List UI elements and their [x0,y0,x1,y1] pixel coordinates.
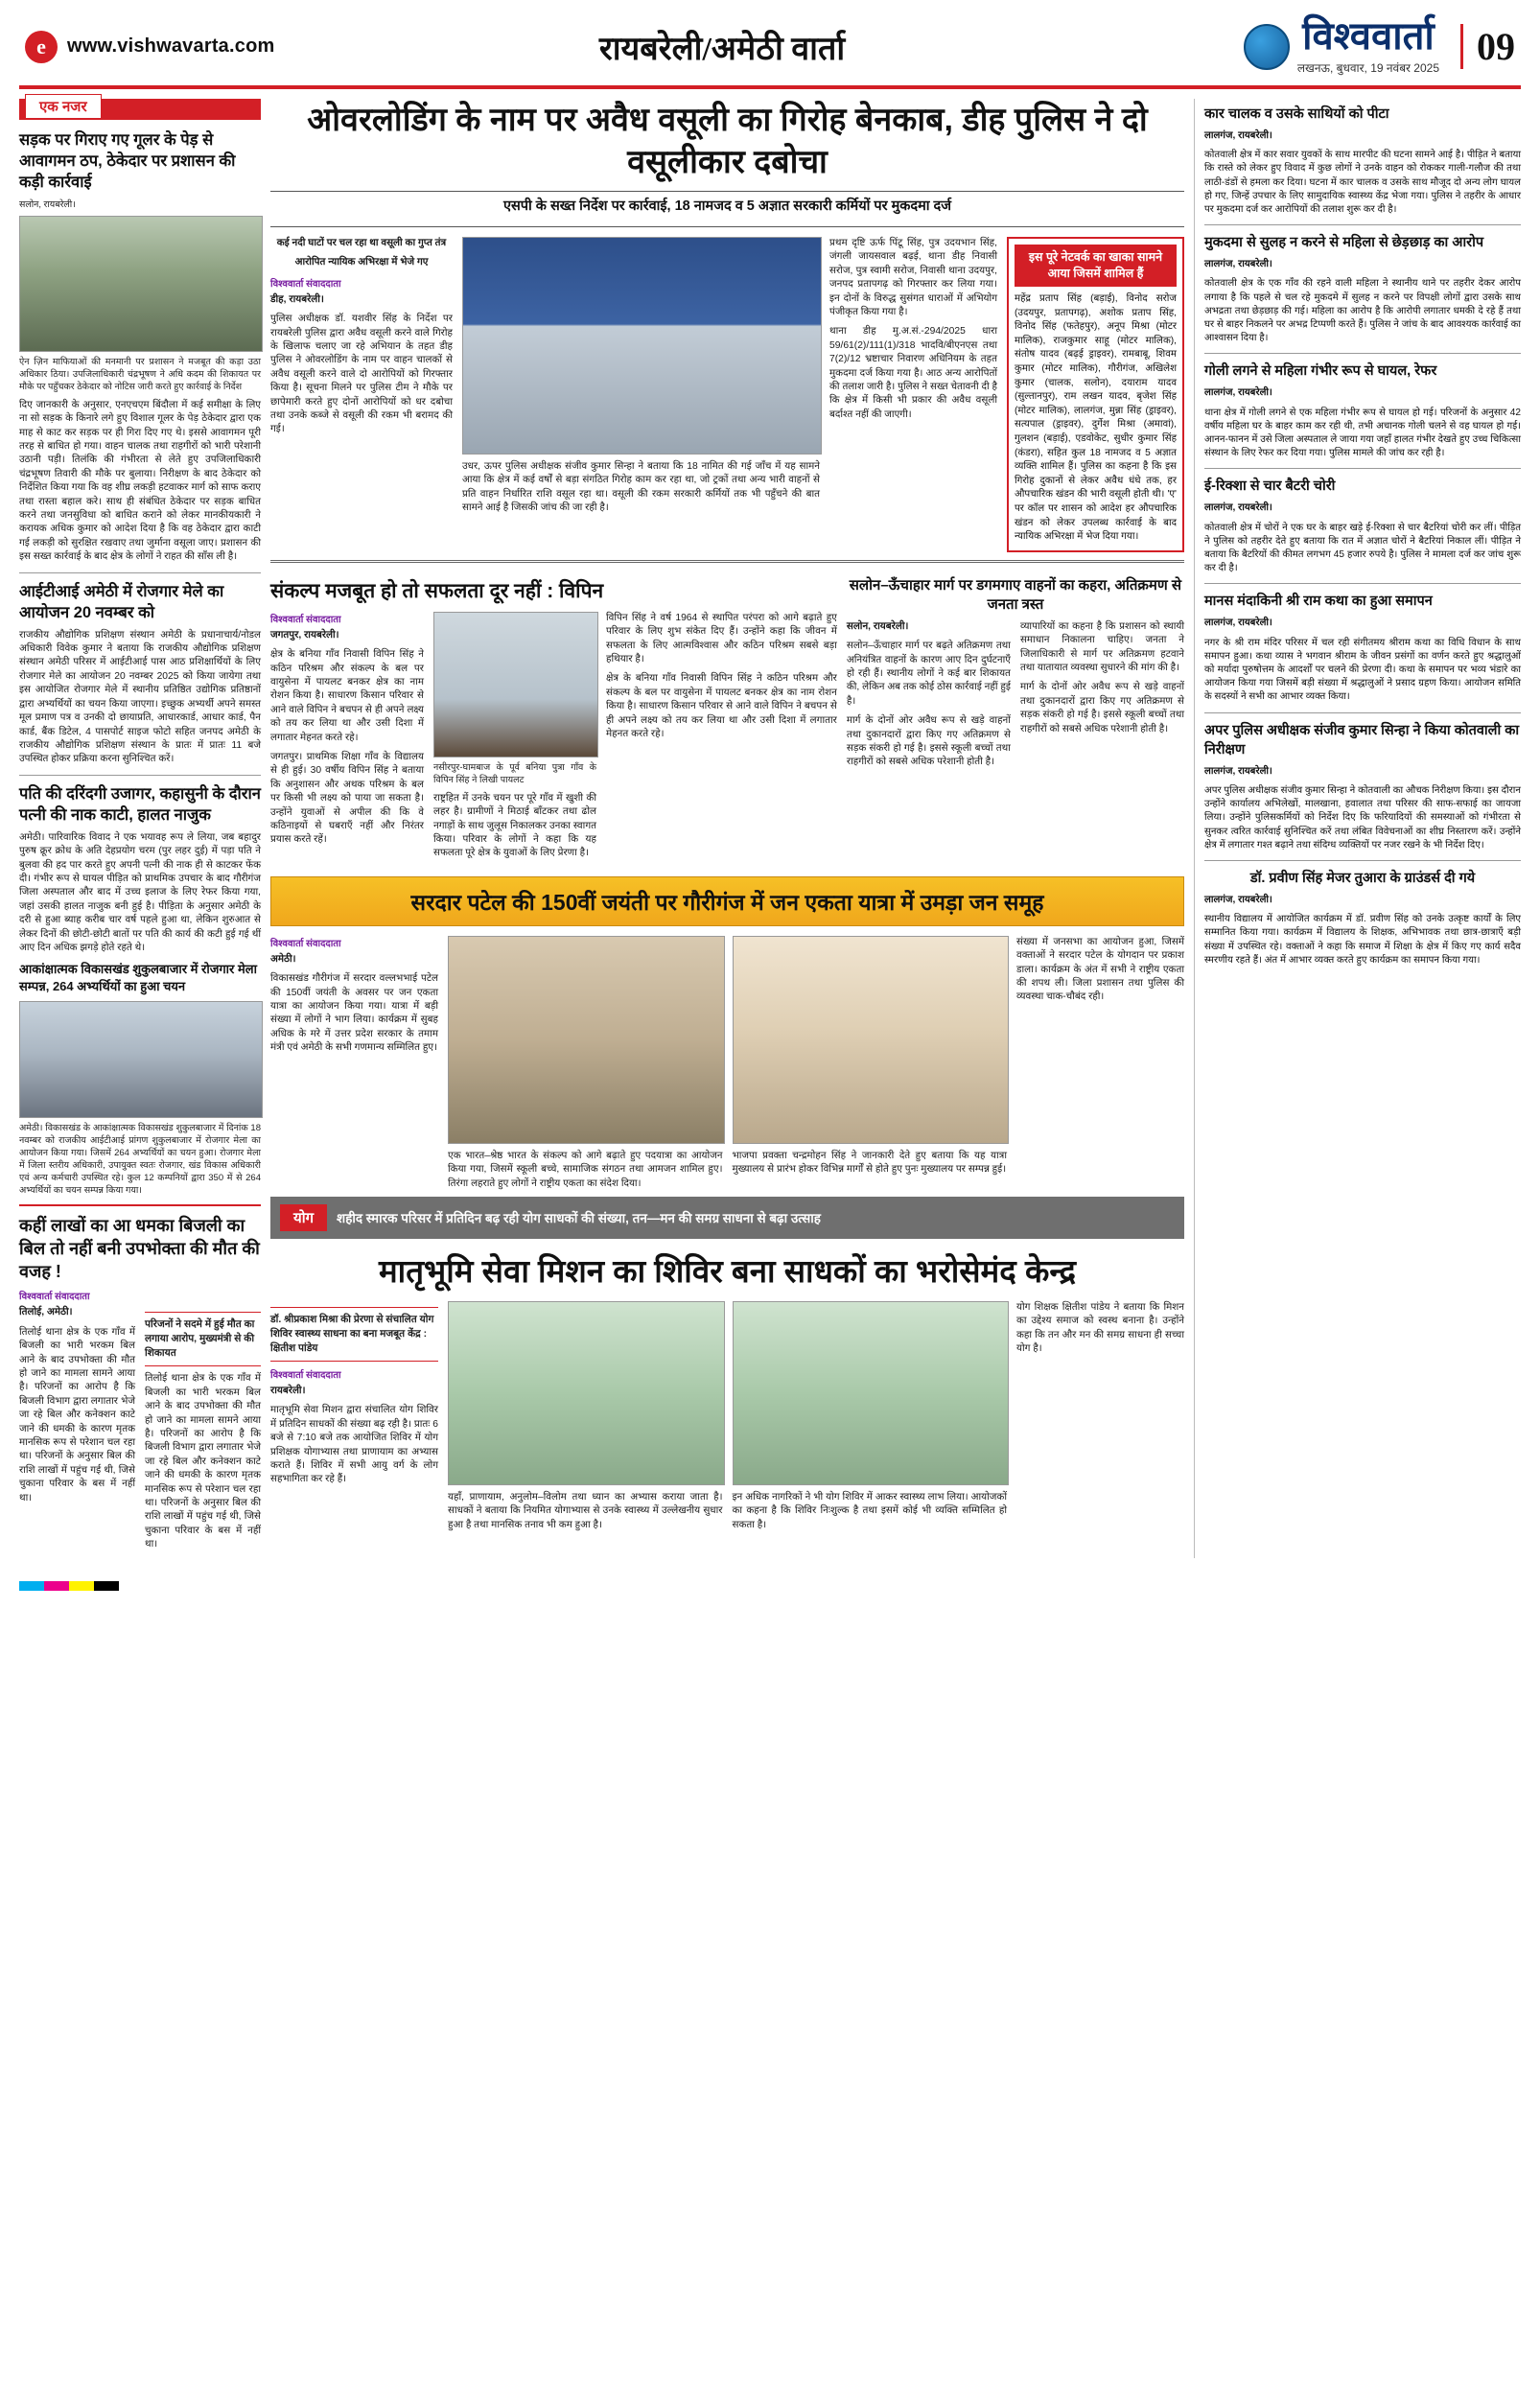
vipin-headline: संकल्प मजबूत हो तो सफलता दूर नहीं : विपिन [270,579,604,602]
salon-col1: सलोन–ऊँचाहार मार्ग पर बढ़ते अतिक्रमण तथा अनियंत्रित वाहनों के कारण आए दिन दुर्घटनाएँ हो रही हैं। स्थानीय लोगों ने कई बार शिकायत की, लेकिन अब तक कोई ठोस कार्रवाई नहीं हुई है। [846,641,1011,707]
right-column [1194,99,1521,1558]
patel-col-text-1 [270,936,438,1197]
right-story-2-headline: मुकदमा से सुलह न करने से महिला से छेड़छाड़ का आरोप [1204,235,1484,251]
right-story-6-dateline: लालगंज, रायबरेली। [1204,765,1272,777]
patel-col3: भाजपा प्रवक्ता चन्द्रमोहन सिंह ने जानकारी देते हुए बताया कि यह यात्रा मुख्यालय से प्रारंभ होकर विभिन्न मार्गों से होते हुए पुनः मुख्यालय पर सम्पन्न हुई। [732,1150,1007,1176]
yoga-photo-2-wrap [733,1301,1008,1538]
divider [19,572,261,573]
main-col-1 [270,237,453,552]
left-story-4-byline: विश्ववार्ता संवाददाता [19,1292,90,1303]
main-bullet-2: आरोपित न्यायिक अभिरक्षा में भेजे गए [294,257,429,268]
main-col-2 [462,237,820,552]
left-story-3-photo-headline: आकांक्षात्मक विकासखंड शुकुलबाजार में रोजगार मेला सम्पन्न, 264 अभ्यर्थियों का हुआ चयन [19,962,257,994]
left-story-2-body: राजकीय औद्योगिक प्रशिक्षण संस्थान अमेठी के प्रधानाचार्य/नोडल अधिकारी विवेक कुमार ने बताया कि राजकीय औद्योगिक प्रशिक्षण संस्थान अमेठी परिसर में आईटीआई पास आठ प्रशिक्षार्थियों के लिए रोजगार मेले का आयोजन 20 नवम्बर 2025 को किया जायेगा तथा इस आयोजित रोजगार मेले में स्थानीय प्रतिष्ठित उद्योगिक प्रतिष्ठानों द्वारा अभ्यर्थियों का चयन किया जाएगा। इच्छुक अभ्यर्थी अपने समस्त मूल प्रमाण पत्र व उनकी दो छायाप्रति, आधारकार्ड, आधार कार्ड, पैन कार्ड, बैंक डिटेल, 4 पासपोर्ट साइज फोटो सहित जनपद अमेठी के राजकीय औद्योगिक प्रशिक्षण संस्थान के प्रातः में प्रातः 11 बजे उपस्थित होकर प्रक्रिया करना सुनिश्चित करें। [19,629,261,765]
photo-vipin-portrait [433,612,598,758]
masthead [0,0,1540,82]
right-story-6-body: अपर पुलिस अधीक्षक संजीव कुमार सिन्हा ने कोतवाली का औचक निरीक्षण किया। इस दौरान उन्होंने कार्यालय अभिलेखों, मालखाना, हवालात तथा परिसर की साफ-सफाई का जायजा लिया। उन्होंने पुलिसकर्मियों को निर्देश दिए कि फरियादियों की समस्याओं को गंभीरता से सुनकर त्वरित कार्रवाई सुनिश्चित करें तथा लंबित विवेचनाओं का शीघ्र निस्तारण करें। उन्होंने क्षेत्र में लगातार गश्त बढ़ाने तथा संदिग्ध व्यक्तियों पर नजर रखने के भी निर्देश दिए। [1204,784,1521,851]
right-story-5-body: नगर के श्री राम मंदिर परिसर में चल रही संगीतमय श्रीराम कथा का विधि विधान के साथ समापन हुआ। कथा व्यास ने भगवान श्रीराम के जीवन प्रसंगों का वर्णन करते हुए श्रद्धालुओं को मर्यादा पुरुषोत्तम के आदर्शों पर चलने की प्रेरणा दी। कथा के समापन पर भव्य भंडारे का आयोजन किया गया जिसमें बड़ी संख्या में श्रद्धालुओं ने प्रसाद ग्रहण किया। आयोजन समिति के सदस्यों ने सभी का आभार व्यक्त किया। [1204,637,1521,703]
divider [1204,468,1521,469]
photo-rozgar-mela [19,1001,263,1118]
main-subhead: एसपी के सख्त निर्देश पर कार्रवाई, 18 नामजद व 5 अज्ञात सरकारी कर्मियों पर मुकदमा दर्ज [502,198,952,214]
cmyk-cyan [19,1581,44,1591]
left-story-3-caption: अमेठी। विकासखंड के आकांक्षात्मक विकासखंड शुकुलबाजार में दिनांक 18 नवम्बर को राजकीय आईटीआई प्रांगण शुकुलबाजार में रोजगार मेला का आयोजन किया गया। जिसमें 264 अभ्यर्थियों का चयन हुआ। रोजगार मेला में जिला स्तरीय अधिकारी, उपायुक्त स्वतः रोजगार, खंड विकास अधिकारी एवं अन्य कर्मचारी उपस्थित रहे। कुल 12 कम्पनियों द्वारा 350 में से 264 अभ्यर्थियों का चयन सम्पन्न किया गया। [19,1123,261,1197]
brand-text [1297,17,1439,76]
left-story-4-body: तिलोई थाना क्षेत्र के एक गाँव में बिजली का भारी भरकम बिल आने के बाद उपभोक्ता की मौत हो जाने का मामला सामने आया है। परिजनों का आरोप है कि बिजली विभाग द्वारा लगातार भेजे जा रहे बिल और कनेक्शन काटे जाने की धमकी के कारण मृतक मानसिक रूप से परेशान चल रहा था। परिजनों के अनुसार बिल की राशि लाखों में पहुंच गई थी, जिसे चुकाना परिवार के बस में नहीं था। [19,1326,135,1504]
right-story-1-headline: कार चालक व उसके साथियों को पीटा [1204,106,1389,122]
left-story-4-headline: कहीं लाखों का आ धमका बिजली का बिल तो नहीं बनी उपभोक्ता की मौत की वजह ! [19,1216,260,1282]
salon-col2: मार्ग के दोनों ओर अवैध रूप से खड़े वाहनों तथा दुकानदारों द्वारा किए गए अतिक्रमण से सड़क संकरी हो गई है। इससे स्कूली बच्चों तथा राहगीरों को सबसे अधिक परेशानी होती है। [846,715,1011,768]
left-story-1-caption: ऐन ज़िन माफियाओं की मनमानी पर प्रशासन ने मजबूत की कड़ा उठा अधिकार ठिया। उपजिलाधिकारी चंद्रभूषण ने अधि कदम की शिकायत पर मौके पर पहुँचकर ठेकेदार को नोटिस जारी करते हुए कार्रवाई के निर्देश [19,356,261,392]
eknazar-banner [19,99,261,120]
vipin-story [270,571,837,867]
patel-story-row [270,936,1184,1197]
main-headline: ओवरलोडिंग के नाम पर अवैध वसूली का गिरोह बेनकाब, डीह पुलिस ने दो वसूलीकार दबोचा [307,102,1148,180]
right-story-3-body: थाना क्षेत्र में गोली लगने से एक महिला गंभीर रूप से घायल हो गई। परिजनों के अनुसार 42 वर्षीय महिला घर के बाहर काम कर रही थी, तभी अचानक गोली चलने से वह घायल हो गई। आनन-फानन में उसे जिला अस्पताल ले जाया गया जहाँ हालत गंभीर देखते हुए उच्च चिकित्सा संस्थान के लिए रेफर कर दिया गया। पुलिस मामले की जांच कर रही है। [1204,407,1521,459]
divider [270,560,1184,563]
left-story-1-headline: सड़क पर गिराए गए गूलर के पेड़ से आवागमन ठप, ठेकेदार पर प्रशासन की कड़ी कार्रवाई [19,131,236,191]
salon-story [847,571,1184,867]
yoga-pullquote: डॉ. श्रीप्रकाश मिश्रा की प्रेरणा से संचालित योग शिविर स्वास्थ्य साधना का बना मजबूत केंद्र : क्षितीश पांडेय [270,1307,438,1362]
right-story-3-headline: गोली लगने से महिला गंभीर रूप से घायल, रेफर [1204,363,1437,380]
yoga-col-text-2 [1016,1301,1184,1538]
left-story-4-dateline: तिलोई, अमेठी। [19,1307,73,1318]
yoga-col4: योग शिक्षक क्षितीश पांडेय ने बताया कि मिशन का उद्देश्य समाज को स्वस्थ बनाना है। उन्होंने कहा कि तन और मन की समग्र साधना ही सच्चा योग है। [1016,1301,1184,1355]
main-col-3 [829,237,997,552]
patel-col-text-2 [1016,936,1184,1197]
page-number: 09 [1460,24,1515,69]
yoga-photo-1-wrap [448,1301,723,1538]
brand-edition-date: लखनऊ, बुधवार, 19 नवंबर 2025 [1296,61,1439,75]
salon-col3: व्यापारियों का कहना है कि प्रशासन को स्थायी समाधान निकालना चाहिए। जनता ने जिलाधिकारी से मार्ग पर अतिक्रमण हटवाने तथा यातायात व्यवस्था सुधारने की मांग की है। [1019,620,1185,673]
network-box-title: इस पूरे नेटवर्क का खाका सामने आया जिसमें शामिल हैं [1015,245,1177,287]
main-namebox [1007,237,1184,552]
brand [1244,17,1439,76]
cmyk-yellow [69,1581,94,1591]
yoga-col-text-1 [270,1301,438,1538]
divider [1204,353,1521,354]
left-story-1-body: दिए जानकारी के अनुसार, एनएचएम बिंदौला में कई समीक्षा के लिए ना सो सड़क के किनारे लगे हुए विशाल गूलर के पेड़ ठेकेदार द्वारा एक माह से काट कर सड़क पर ही गिरा दिए गए थे। इससे आवागमन पूरी तरह से बाधित हो गया। वाहन चालक तथा राहगीरों को भारी परेशानी उठानी पड़ी। तिलंकि की गंभीरता से लेते हुए उपजिलाधिकारी चंद्रभूषण तिवारी की मौके पर बुलाया। निरीक्षण के बाद ठेकेदार को निर्देशित किया गया कि वह शीघ्र लकड़ी हटवाकर मार्ग को साफ कराए तथा रास्ता बहाल करे। साथ ही संबंधित ठेकेदार पर सड़क बाधित करने तथा जनसुविधा को बाधित कराने को लेकर मानकीयकारी ने करायक अधिक कुमार को आदेश दिया है कि वह ठेकेदार द्वारा काटी गई लकड़ी को सुरक्षित रखवाए तथा जुर्माना वसूला जाए। प्रशासन की इस सख्त कार्रवाई के बाद क्षेत्र के लोगों ने राहत की साँस ली है। [19,399,261,563]
main-col4-body: थाना डीह मु.अ.सं.-294/2025 धारा 59/61(2)/111(1)/318 भादवि/बीएनएस तथा 7(2)/12 भ्रष्टाचार निवारण अधिनियम के तहत मुकदमा दर्ज किया गया है। आठ अन्य आरोपितों की तलाश जारी है। पुलिस ने सख्त चेतावनी दी है कि क्षेत्र में किसी भी प्रकार की अवैध वसूली बर्दाश्त नहीं की जाएगी। [829,326,997,420]
left-story-4-body-cont: तिलोई थाना क्षेत्र के एक गाँव में बिजली का भारी भरकम बिल आने के बाद उपभोक्ता की मौत हो जाने का मामला सामने आया है। परिजनों का आरोप है कि बिजली विभाग द्वारा लगातार भेजे जा रहे बिल और कनेक्शन काटे जाने की धमकी के कारण मृतक मानसिक रूप से परेशान चल रहा था। परिजनों के अनुसार बिल की राशि लाखों में पहुंच गई थी, जिसे चुकाना परिवार के बस में नहीं था। [145,1373,261,1550]
photo-road-tree [19,216,263,352]
brand-name: विश्ववार्ता [1302,15,1435,58]
main-column [270,99,1184,1558]
patel-photo-1-wrap [448,936,723,1197]
left-story-1-dateline: सलोन, रायबरेली। [19,198,76,209]
yoga-col3: इन अधिक नागरिकों ने भी योग शिविर में आकर स्वास्थ्य लाभ लिया। आयोजकों का कहना है कि शिविर निःशुल्क है तथा इसमें कोई भी व्यक्ति सम्मिलित हो सकता है। [732,1491,1007,1530]
vipin-byline: विश्ववार्ता संवाददाता [270,614,341,625]
right-story-5-headline: मानस मंदाकिनी श्री राम कथा का हुआ समापन [1204,594,1433,610]
photo-police-team [462,237,822,455]
vipin-col1: क्षेत्र के बनिया गाँव निवासी विपिन सिंह ने कठिन परिश्रम और संकल्प के बल पर वायुसेना में पायलट बनकर क्षेत्र का नाम रोशन किया है। साधारण किसान परिवार से आने वाले विपिन ने बचपन से ही अपने लक्ष्य को तय कर लिया था और उसी दिशा में लगातार मेहनत करते रहे। [270,649,424,743]
left-story-4-columns [19,1306,261,1557]
main-story-row [270,237,1184,552]
page-section-title: रायबरेली/अमेठी वार्ता [598,31,846,67]
left-story-3-body: अमेठी। पारिवारिक विवाद ने एक भयावह रूप ले लिया, जब बहादुर पुरुष क्रूर क्रोध के अति देहप्रयोग चरम (पुर लहर दुई) में पड़ा पति ने बुलवा की हद पार करते हुए अपनी पत्नी की नाक ही से काटकर फेंक दी। गंभीर रूप से घायल पीड़ित को प्राथमिक उपचार के बाद गौरीगंज जिला अस्पताल और बाद में उच्च इलाज के लिए रेफर किया गया, जहां उसकी हालत नाजुक बनी हुई है। पीड़िता के अनुसार अमेठी के दरी से हुआ ब्याह करीब चार वर्ष पहले हुआ था, लेकिन शुरुआत से लेकर दिनों की छोटी-छोटी बातों पर पति की कार्य की कटी हुई गई थीं आए दिन अधिक झगड़े होते रहते थे। [19,831,261,953]
yoga-story-row [270,1301,1184,1538]
right-story-4-body: कोतवाली क्षेत्र में चोरों ने एक घर के बाहर खड़े ई-रिक्शा से चार बैटरियां चोरी कर लीं। पीड़ित ने पुलिस को तहरीर देते हुए बताया कि रात में अज्ञात चोरों ने बैटरियां निकाल लीं। पीड़ित ने बताया कि बैटरियों की कीमत लगभग 45 हजार रुपये है। पुलिस ने मामला दर्ज कर जांच शुरू कर दी है। [1204,522,1521,574]
right-story-6-headline: अपर पुलिस अधीक्षक संजीव कुमार सिन्हा ने किया कोतवाली का निरीक्षण [1204,722,1520,758]
eknazar-label: एक नजर [25,94,102,119]
globe-icon [1244,24,1290,70]
epaper-icon: e [25,31,58,63]
yoga-banner-text: शहीद स्मारक परिसर में प्रतिदिन बढ़ रही योग साधकों की संख्या, तन—मन की समग्र साधना से बढ़ा उत्साह [337,1210,821,1225]
vipin-photo-caption: नसीरपुर-घामबाज के पूर्व बनिया पुत्रा गाँव के विपिन सिंह ने लिखी पायलट [433,761,596,785]
divider [1204,224,1521,225]
patel-photo-2-wrap [733,936,1008,1197]
salon-headline: सलोन–ऊँचाहार मार्ग पर डगमगाए वाहनों का कहरा, अतिक्रमण से जनता त्रस्त [849,576,1182,613]
divider [1204,860,1521,861]
yoga-banner [270,1197,1184,1239]
left-column [19,99,261,1558]
salon-dateline: सलोन, रायबरेली। [846,620,909,632]
cmyk-black [94,1581,119,1591]
vipin-dateline: जगतपुर, रायबरेली। [270,629,339,641]
patel-banner-headline: सरदार पटेल की 150वीं जयंती पर गौरीगंज में जन एकता यात्रा में उमड़ा जन समूह [270,876,1184,926]
patel-col4: संख्या में जनसभा का आयोजन हुआ, जिसमें वक्ताओं ने सरदार पटेल के योगदान पर प्रकाश डाला। कार्यक्रम के अंत में सभी ने राष्ट्रीय एकता की शपथ ली। जिला प्रशासन तथा पुलिस की व्यवस्था चाक-चौबंद रही। [1016,936,1184,1003]
masthead-left [25,31,341,63]
divider-red [19,1204,261,1206]
left-story-3-headline: पति की दरिंदगी उजागर, कहासुनी के दौरान पत्नी की नाक काटी, हालत नाजुक [19,784,261,824]
site-url[interactable]: www.vishwavarta.com [67,35,275,57]
vipin-col4: विपिन सिंह ने वर्ष 1964 से स्थापित परंपरा को आगे बढ़ाते हुए परिवार के लिए शुभ संकेत दिए हैं। उन्होंने कहा कि जीवन में सफलता के लिए आत्मविश्वास और कठिन परिश्रम सबसे बड़ा हथियार है। [606,612,837,664]
right-story-4-headline: ई-रिक्शा से चार बैटरी चोरी [1204,478,1336,495]
masthead-right [1103,17,1515,76]
main-byline: विश्ववार्ता संवाददाता [270,278,341,290]
patel-col1: विकासखंड गौरीगंज में सरदार वल्लभभाई पटेल की 150वीं जयंती के अवसर पर जन एकता यात्रा का आयोजन किया गया। यात्रा में बड़ी संख्या में लोगों ने भाग लिया। कार्यक्रम में सुबह अधिक के मरे में उत्तर प्रदेश सरकार के तमाम मंत्री एवं अमेठी के सभी गणमान्य सम्मिलित हुए। [270,973,438,1054]
divider [1204,712,1521,713]
salon-col3-cont: मार्ग के दोनों ओर अवैध रूप से खड़े वाहनों तथा दुकानदारों द्वारा किए गए अतिक्रमण से सड़क संकरी हो गई है। इससे स्कूली बच्चों तथा राहगीरों को सबसे अधिक परेशानी होती है। [1019,682,1185,734]
patel-dateline: अमेठी। [270,953,296,965]
vipin-col3: राष्ट्रहित में उनके चयन पर पूरे गाँव में खुशी की लहर है। ग्रामीणों ने मिठाई बाँटकर तथा ढोल नगाड़ों के साथ जुलूस निकालकर उनका स्वागत किया। परिवार के लोगों ने कहा कि यह सफलता पूरे क्षेत्र के युवाओं के लिए प्रेरणा है। [433,792,596,859]
right-story-1-dateline: लालगंज, रायबरेली। [1204,130,1272,141]
network-box [1007,237,1184,552]
main-bullet-1: कई नदी घाटों पर चल रहा था वसूली का गुप्त तंत्र [276,238,447,248]
mid-row-2 [270,571,1184,867]
main-dateline: डीह, रायबरेली। [270,293,324,305]
left-story-4-pullquote: परिजनों ने सदमे में हुई मौत का लगाया आरोप, मुख्यमंत्री से की शिकायत [145,1312,261,1366]
yoga-col2: यहाँ, प्राणायाम, अनुलोम–विलोम तथा ध्यान का अभ्यास कराया जाता है। साधकों ने बताया कि नियमित योगाभ्यास से उनके स्वास्थ्य में उल्लेखनीय सुधार हुआ है तथा मानसिक तनाव भी कम हुआ है। [448,1491,723,1530]
right-story-2-body: कोतवाली क्षेत्र के एक गाँव की रहने वाली महिला ने स्थानीय थाने पर तहरीर देकर आरोप लगाया है कि पहले से चल रहे मुकदमे में सुलह न करने पर विपक्षी लोगों द्वारा उसके साथ अभद्रता तथा छेड़छाड़ की गई। महिला का आरोप है कि आरोपी लगातार धमकी दे रहे हैं तथा घर से बाहर निकलने पर अभद्र टिप्पणी करते हैं। पुलिस ने जांच के बाद आवश्यक कार्रवाई का आश्वासन दिया है। [1204,278,1521,344]
yoga-headline: मातृभूमि सेवा मिशन का शिविर बना साधकों का भरोसेमंद केन्द्र [378,1252,1077,1289]
right-story-2-dateline: लालगंज, रायबरेली। [1204,259,1272,270]
patel-byline: विश्ववार्ता संवाददाता [270,938,341,949]
cmyk-magenta [44,1581,69,1591]
main-col2-body: उधर, ऊपर पुलिस अधीक्षक संजीव कुमार सिन्हा ने बताया कि 18 नामित की गई जाँच में यह सामने आया कि क्षेत्र में कई वर्षों से बड़ा संगठित गिरोह काम कर रहा था, जो ट्रकों तथा अन्य भारी वाहनों से प्रति वाहन निर्धारित राशि वसूल रहा था। वसूली की रकम सरकारी कर्मियों तक भी पहुँचने की बात सामने आई है जिसकी जांच की जा रही है। [462,461,820,514]
patel-col2: एक भारत–श्रेष्ठ भारत के संकल्प को आगे बढ़ाते हुए पदयात्रा का आयोजन किया गया, जिसमें स्कूली बच्चे, सामाजिक संगठन तथा आमजन शामिल हुए। तिरंगा लहराते हुए लोगों ने राष्ट्रीय एकता का संदेश दिया। [448,1150,723,1189]
network-box-names: महेंद्र प्रताप सिंह (बड़ाई), विनोद सरोज (उदयपुर, प्रतापगढ़), अशोक प्रताप सिंह, विनोद सिंह (फतेहपुर), अनूप मिश्रा (मोटर मालिक), राजकुमार साहू (मोटर मालिक), संतोष यादव (बढ़ई ड्राइवर), रामबाबू, शिवम कुमार (मोटर मालिक), गौरीगंज, अखिलेश कुमार (चालक, सलोन), दयाराम यादव (सुल्तानपुर), राम लखन यादव, बृजेश सिंह (मोटर मालिक), लालगंज, मुन्ना सिंह (ड्राइवर), सत्यपाल (ड्राइवर), दुर्गेश मिश्रा (अमावां), गुलशन (बड़ाई), एडवोकेट, सुधीर कुमार सिंह (कंडरा), सहित कुल 18 नामजद व 5 अज्ञात व्यक्ति शामिल हैं। पुलिस का कहना है कि इस गिरोह दुकानों से लेकर अवैध धंधे तक, हर औपचारिक खंडन की भारी वसूली होती थी। 'ए' पर कॉल पर शासन को आदेश हर औपचारिक खंडन को लेकर उपलब्ध कार्रवाई के बाद न्यायिक अभिरक्षा में भेज दिया गया। [1015,293,1177,543]
main-col3-body: प्रथम दृष्टि ऊर्फ पिंटू सिंह, पुत्र उदयभान सिंह, जंगली जायसवाल बढ़ई, थाना डीह निवासी सरोज, पुत्र स्वामी सरोज, निवासी थाना उदयपुर, जनपद प्रतापगढ़ को गिरफ्तार कर लिया गया। इन दोनों के विरुद्ध सुसंगत धाराओं में अभियोग पंजीकृत किया गया है। [829,238,997,318]
left-story-2-headline: आईटीआई अमेठी में रोजगार मेले का आयोजन 20 नवम्बर को [19,582,224,621]
vipin-col4-cont: क्षेत्र के बनिया गाँव निवासी विपिन सिंह ने कठिन परिश्रम और संकल्प के बल पर वायुसेना में पायलट बनकर क्षेत्र का नाम रोशन किया है। साधारण किसान परिवार से आने वाले विपिन ने बचपन से ही अपने लक्ष्य को तय कर लिया था और उसी दिशा में लगातार मेहनत करते रहे। [606,673,837,739]
right-story-4-dateline: लालगंज, रायबरेली। [1204,502,1272,514]
divider [19,775,261,776]
main-col1-body: पुलिस अधीक्षक डॉ. यशवीर सिंह के निर्देश पर रायबरेली पुलिस द्वारा अवैध वसूली करने वाले गिरोह के खिलाफ चलाए जा रहे अभियान के तहत डीह पुलिस ने ओवरलोडिंग के नाम पर वाहन चालकों से अवैध वसूली करने वाले दो आरोपियों को गिरफ्तार किया है। सूचना मिलने पर पुलिस टीम ने मौके पर छापेमारी करते हुए दोनों आरोपियों को धर दबोचा तथा उनके कब्जे से वसूली की रकम भी बरामद की गई। [270,314,453,435]
photo-patel-stage [733,936,1010,1144]
page-content [0,89,1540,1575]
yoga-dateline: रायबरेली। [270,1385,306,1396]
right-story-7-dateline: लालगंज, रायबरेली। [1204,894,1272,905]
right-story-5-dateline: लालगंज, रायबरेली। [1204,618,1272,629]
main-subhead-wrap [270,191,1184,227]
photo-yoga-camp-2 [733,1301,1010,1485]
divider [1204,583,1521,584]
cmyk-registration-marks [19,1581,1521,1591]
photo-yoga-camp-1 [448,1301,725,1485]
yoga-byline: विश्ववार्ता संवाददाता [270,1369,341,1381]
right-story-3-dateline: लालगंज, रायबरेली। [1204,387,1272,399]
vipin-col2: जगतपुर। प्राथमिक शिक्षा गाँव के विद्यालय से ही हुई। 30 वर्षीय विपिन सिंह ने बताया कि अनुशासन और अथक परिश्रम के बल पर किसी भी लक्ष्य को पाया जा सकता है। उन्होंने युवाओं से अपील की कि वे कठिनाइयों से घबराएँ नहीं और निरंतर प्रयास करते रहें। [270,751,424,846]
photo-patel-rally [448,936,725,1144]
right-story-1-body: कोतवाली क्षेत्र में कार सवार युवकों के साथ मारपीट की घटना सामने आई है। पीड़ित ने बताया कि रास्ते को लेकर हुए विवाद में कुछ लोगों ने उनके वाहन को रोककर गाली-गलौज की तथा लाठी-डंडों से हमला कर दिया। घटना में कार चालक व उसके साथ मौजूद दो अन्य लोग घायल हो गए, जिन्हें उपचार के लिए सामुदायिक स्वास्थ्य केंद्र भेजा गया। पुलिस ने तहरीर के आधार पर मुकदमा दर्ज कर आरोपियों की तलाश शुरू कर दी है। [1204,150,1521,216]
right-story-7-body: स्थानीय विद्यालय में आयोजित कार्यक्रम में डॉ. प्रवीण सिंह को उनके उत्कृष्ट कार्यों के लिए सम्मानित किया गया। कार्यक्रम में विद्यालय के शिक्षक, अभिभावक तथा छात्र-छात्राएँ बड़ी संख्या में उपस्थित रहे। वक्ताओं ने कहा कि समाज में शिक्षा के क्षेत्र में किए गए कार्य सदैव स्मरणीय रहते हैं। अंत में आभार व्यक्त करते हुए कार्यक्रम का समापन किया गया। [1204,914,1521,966]
masthead-center [341,25,1103,69]
right-story-7-headline: डॉ. प्रवीण सिंह मेजर तुआरा के ग्राउंडर्स दी गये [1249,870,1476,886]
yoga-tag: योग [280,1204,327,1231]
yoga-col1: मातृभूमि सेवा मिशन द्वारा संचालित योग शिविर में प्रतिदिन साधकों की संख्या बढ़ रही है। प्रातः 6 बजे से 7:10 बजे तक आयोजित शिविर में योग प्रशिक्षक योगाभ्यास तथा प्राणायाम का अभ्यास कराते हैं। शिविर में सभी आयु वर्ग के लोग सहभागिता कर रहे हैं। [270,1405,438,1485]
